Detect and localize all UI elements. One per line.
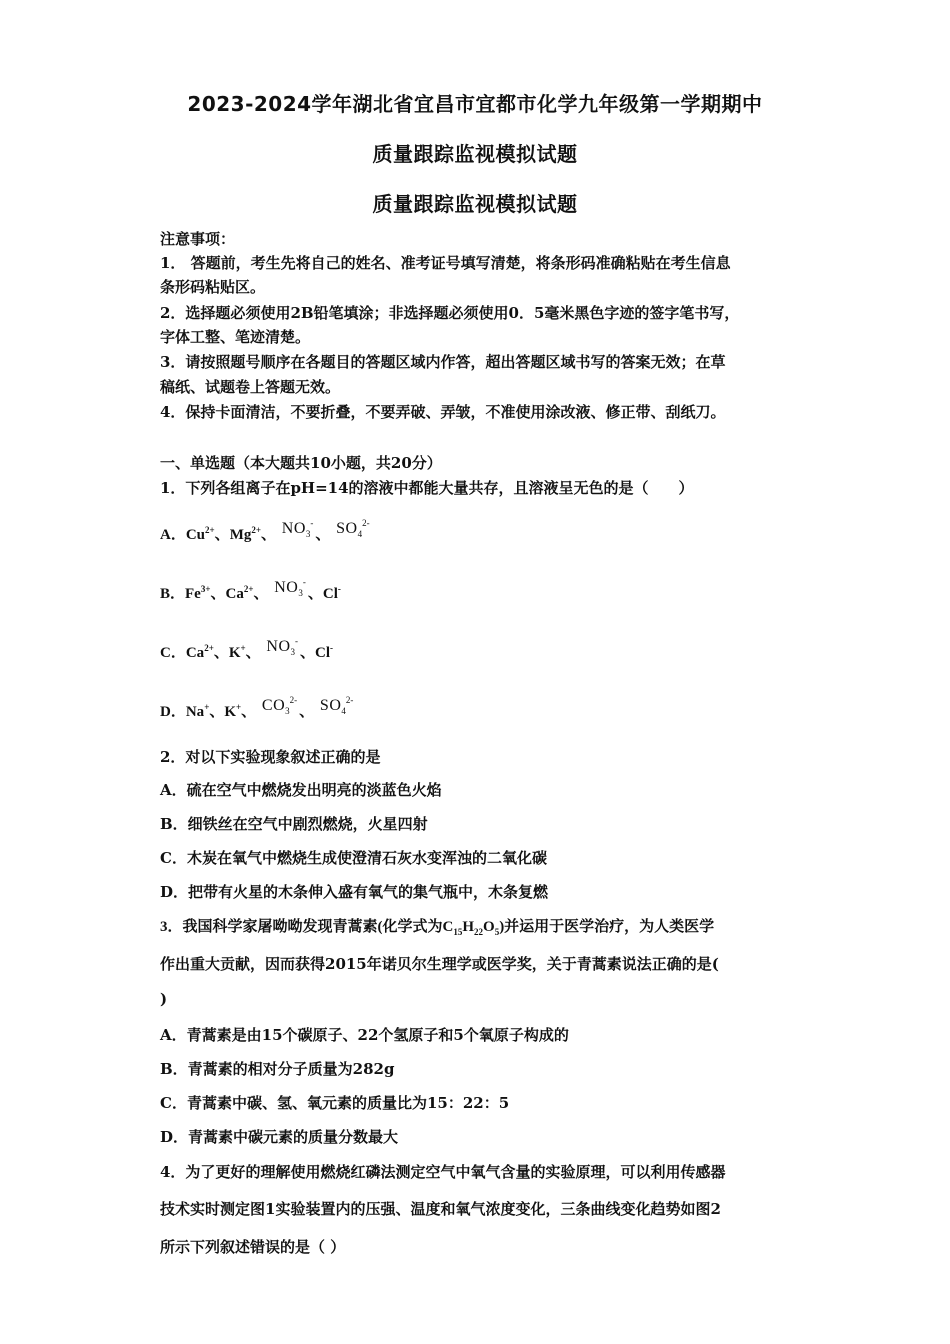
question-2-stem: 2．对以下实验现象叙述正确的是 (160, 748, 381, 766)
atom-count: 5 (494, 927, 500, 937)
question-4-stem-line-2: 技术实时测定图1实验装置内的压强、温度和氧气浓度变化，三条曲线变化趋势如图2 (160, 1200, 721, 1218)
ion: Ca (185, 645, 205, 661)
question-1-option-c: C．$Ca^{2+}$、K+、 $NO_3^-$、Cl- (160, 636, 334, 661)
question-2-option-d: D．把带有火星的木条伸入盛有氧气的集气瓶中，木条复燃 (160, 883, 549, 901)
ion-charge: 2+ (251, 525, 261, 535)
notice-line: 3．请按照题号顺序在各题目的答题区域内作答，超出答题区域书写的答案无效；在草 (160, 353, 726, 371)
stem-text: )并运用于医学治疗，为人类医学 (499, 919, 715, 935)
option-label: B． (160, 586, 186, 602)
ion-charge: + (240, 643, 246, 653)
question-3-stem-line-3: ) (160, 990, 168, 1008)
question-1-stem: 1．下列各组离子在pH=14的溶液中都能大量共存，且溶液呈无色的是（ ） (160, 479, 694, 497)
ion-charge: 2+ (243, 584, 254, 594)
question-4-stem-line-1: 4．为了更好的理解使用燃烧红磷法测定空气中氧气含量的实验原理，可以利用传感器 (160, 1163, 726, 1181)
question-3-option-a: A．青蒿素是由15个碳原子、22个氢原子和5个氧原子构成的 (160, 1026, 569, 1044)
question-4-stem-line-3: 所示下列叙述错误的是（ ） (160, 1238, 346, 1256)
question-2-option-b: B．细铁丝在空气中剧烈燃烧，火星四射 (160, 815, 428, 833)
element: C (442, 919, 454, 935)
question-3-option-d: D．青蒿素中碳元素的质量分数最大 (160, 1128, 399, 1146)
ion-charge: - (337, 584, 341, 594)
ion: Ca (225, 586, 244, 602)
question-2-option-a: A．硫在空气中燃烧发出明亮的淡蓝色火焰 (160, 781, 442, 799)
option-label: A． (160, 527, 186, 543)
section-heading: 一、单选题（本大题共10小题，共20分） (160, 454, 442, 472)
ion: Cl (322, 586, 338, 602)
ion-charge: 2+ (204, 643, 214, 653)
notice-line: 稿纸、试题卷上答题无效。 (160, 378, 341, 396)
ion: Fe (185, 586, 201, 602)
polyatomic-ion: $SO_4^{2-}$ (319, 695, 354, 716)
notice-line: 字体工整、笔迹清楚。 (160, 328, 311, 346)
question-1-option-b: B．$Fe^{3+}$、$Ca^{2+}$、 $NO_3^-$、Cl- (160, 577, 341, 602)
question-3-stem-line-2: 作出重大贡献，因而获得2015年诺贝尔生理学或医学奖，关于青蒿素说法正确的是( (160, 955, 719, 973)
notice-heading: 注意事项： (160, 230, 236, 248)
polyatomic-ion: $SO_4^{2-}$ (336, 518, 370, 539)
ion: Mg (229, 527, 252, 543)
polyatomic-ion: $NO_3^-$ (274, 577, 306, 598)
exam-title-line-2: 质量跟踪监视模拟试题 (372, 142, 578, 166)
ion: Cl (315, 645, 331, 661)
ion: K (224, 704, 237, 720)
question-3-stem-line-1 (160, 915, 714, 937)
atom-count: 15 (453, 927, 463, 937)
ion: Cu (185, 527, 206, 543)
ion-charge: + (236, 702, 242, 712)
option-label: D． (160, 704, 186, 720)
question-1-option-d: D．Na+、K+、 $CO_3^{2-}$、 $SO_4^{2-}$ (160, 695, 354, 720)
ion: K (228, 645, 241, 661)
question-2-option-c: C．木炭在氧气中燃烧生成使澄清石灰水变浑浊的二氧化碳 (160, 849, 547, 867)
notice-line: 4．保持卡面清洁，不要折叠，不要弄破、弄皱，不准使用涂改液、修正带、刮纸刀。 (160, 403, 726, 421)
question-1-option-a: A．$Cu^{2+}$、$Mg^{2+}$、 $NO_3^-$、 $SO_4^{2-}$ (160, 518, 370, 543)
polyatomic-ion: $NO_3^-$ (281, 518, 314, 539)
polyatomic-ion: $CO_3^{2-}$ (261, 695, 298, 716)
atom-count: 22 (474, 927, 484, 937)
notice-line: 1． 答题前，考生先将自己的姓名、准考证号填写清楚，将条形码准确粘贴在考生信息 (160, 254, 731, 272)
stem-text: 3．我国科学家屠呦呦发现青蒿素(化学式为 (160, 919, 443, 935)
ion-charge: + (204, 702, 210, 712)
ion-charge: - (330, 643, 334, 653)
notice-line: 条形码粘贴区。 (160, 278, 266, 296)
exam-title-line-3: 质量跟踪监视模拟试题 (372, 192, 578, 216)
element: H (462, 919, 475, 935)
ion: Na (185, 704, 205, 720)
exam-title-line-1: 2023-2024学年湖北省宜昌市宜都市化学九年级第一学期期中 (187, 92, 763, 116)
option-label: C． (160, 645, 186, 661)
notice-line: 2．选择题必须使用2B铅笔填涂；非选择题必须使用0．5毫米黑色字迹的签字笔书写， (160, 304, 740, 322)
polyatomic-ion: $NO_3^-$ (266, 636, 299, 657)
question-3-option-b: B．青蒿素的相对分子质量为282g (160, 1060, 395, 1078)
ion-charge: 3+ (200, 584, 211, 594)
ion-charge: 2+ (205, 525, 215, 535)
element: O (483, 919, 495, 935)
question-3-option-c: C．青蒿素中碳、氢、氧元素的质量比为15：22：5 (160, 1094, 510, 1112)
